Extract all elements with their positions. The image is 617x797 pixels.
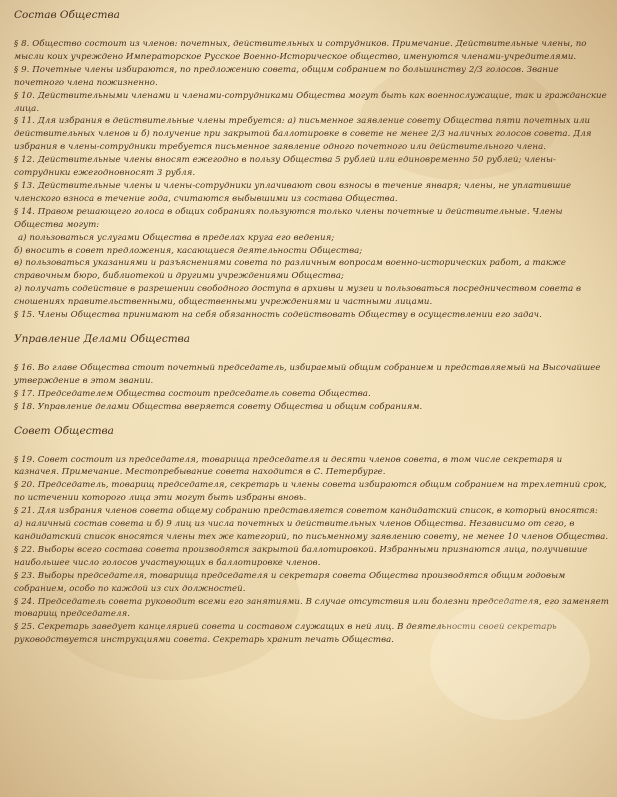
paragraph-9: § 9. Почетные члены избираются, по предложению совета, общим собранием по большинству 2/3 голосов. Звание почетного члена пожизненно. — [14, 64, 559, 88]
paragraph-12: § 12. Действительные члены вносят ежегодно в пользу Общества 5 рублей или единовременно 50 рублей; члены-сотрудники ежегодновносят 3 рубля. — [14, 155, 556, 179]
paragraph-17: § 17. Председателем Общества состоит председатель совета Общества. — [14, 388, 371, 399]
section-management — [14, 332, 609, 414]
paragraph-13: § 13. Действительные члены и члены-сотрудники уплачивают свои взносы в течение января; члены, не уплатившие членского взноса в течение года, считаются выбывшими из состава Общества. — [14, 180, 572, 204]
paragraph-16: § 16. Во главе Общества стоит почетный председатель, избираемый общим собранием и представляемый на Высочайшее утверждение в этом звании. — [14, 362, 601, 386]
paragraph-21: § 21. Для избрания членов совета общему собранию представляется советом кандидатский список, в который вносятся: а) наличный состав совета и б) 9 лиц из числа почетных и действительных членов Общества. Независимо от сего, в кандидатский список вносятся члены тех же категорий, по письменному заявлению совету, не менее 10 членов Общества. — [14, 506, 609, 542]
paragraph-24: § 24. Председатель совета руководит всеми его занятиями. В случае отсутствия или болезни председателя, его заменяет товарищ председателя. — [14, 596, 609, 620]
section-composition — [14, 8, 609, 322]
section-heading: Совет Общества — [14, 424, 114, 437]
paragraph-11: § 11. Для избрания в действительные члены требуется: а) письменное заявление совету Общества пяти почетных или действительных членов и б) получение при закрытой баллотировке в совете не менее 2/3 наличных голосов совета. Для избрания в члены-сотрудники требуется письменное заявление одного почетного или действительного члена. — [14, 116, 592, 153]
paragraph-22: § 22. Выборы всего состава совета производятся закрытой баллотировкой. Избранными признаются лица, получившие наибольшее число голосов участвующих в баллотировке членов. — [14, 544, 588, 568]
section-heading: Управление Делами Общества — [14, 332, 191, 345]
paragraph-14: § 14. Правом решающего голоса в общих собраниях пользуются только члены почетные и действительные. Члены Общества могут: — [14, 206, 563, 230]
paragraph-19: § 19. Совет состоит из председателя, товарища председателя и десяти членов совета, в том числе секретаря и казначея. Примечание. Местопребывание совета находится в С. Петербурге. — [14, 454, 563, 478]
section-council — [14, 424, 609, 648]
paragraph-14-b: б) вносить в совет предложения, касающиеся деятельности Общества; — [14, 245, 363, 256]
paragraph-14-c: в) пользоваться указаниями и разъяснениями совета по различным вопросам военно-исторических работ, а также справочным бюро, библиотекой и другими учреждениями Общества; — [14, 258, 566, 282]
section-heading: Состав Общества — [14, 9, 120, 21]
paragraph-14-a: а) пользоваться услугами Общества в пределах круга его ведения; — [18, 232, 335, 243]
paragraph-25: § 25. Секретарь заведует канцелярией совета и составом служащих в ней лиц. В деятельности своей секретарь руководствуется инструкциями совета. Секретарь хранит печать Общества. — [14, 622, 557, 646]
paragraph-15: § 15. Члены Общества принимают на себя обязанность содействовать Обществу в осуществлении его задач. — [14, 310, 542, 321]
paragraph-23: § 23. Выборы председателя, товарища председателя и секретаря совета Общества производятся общим годовым собранием, особо по каждой из сих должностей. — [14, 570, 566, 594]
paragraph-14-d: г) получать содействие в разрешении свободного доступа в архивы и музеи и пользоваться посредничеством совета в сношениях правительственными, общественными учреждениями и частными лицами. — [14, 284, 582, 308]
paragraph-8: § 8. Общество состоит из членов: почетных, действительных и сотрудников. Примечание. Действительные члены, по мысли коих учреждено Императорское Русское Военно-Историческое общество, именуются членами-учредителями. — [14, 39, 587, 62]
paragraph-20: § 20. Председатель, товарищ председателя, секретарь и члены совета избираются общим собранием на трехлетний срок, по истечении которого лица эти могут быть избраны вновь. — [14, 480, 607, 504]
paragraph-10: § 10. Действительными членами и членами-сотрудниками Общества могут быть как военнослужащие, так и гражданские лица. — [14, 90, 607, 114]
paragraph-18: § 18. Управление делами Общества вверяется совету Общества и общим собраниям. — [14, 401, 423, 412]
